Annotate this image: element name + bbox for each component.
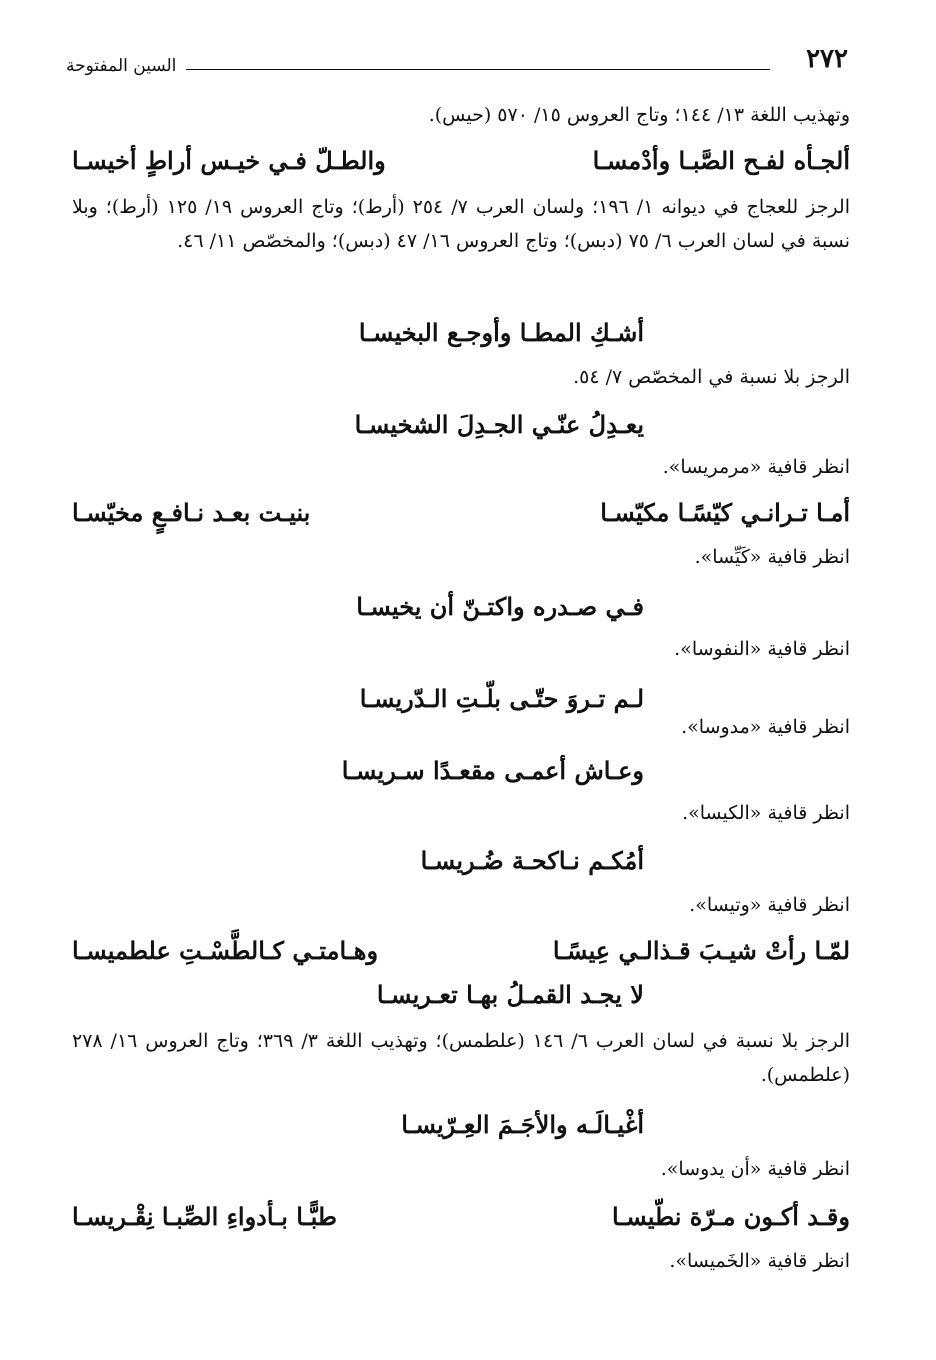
source-note: الرجز بلا نسبة في المخصّص ٧/ ٥٤. bbox=[573, 366, 850, 388]
continuation-line: وتهذيب اللغة ١٣/ ١٤٤؛ وتاج العروس ١٥/ ٥٧٠ (حيس). bbox=[428, 104, 850, 126]
verse-line: فـي صـدره واكتـنّ أن يخيسـا bbox=[356, 592, 644, 621]
cross-reference: انظر قافية «مدوسا». bbox=[681, 716, 850, 738]
cross-reference: انظر قافية «الكيسا». bbox=[682, 802, 850, 824]
cross-reference: انظر قافية «كَيِّسا». bbox=[694, 546, 850, 568]
verse-hemistich-left: والطـلّ فـي خيـس أراطٍ أخيسـا bbox=[72, 146, 386, 175]
verse-line: لا يجـد القمـلُ بهـا تعـريسـا bbox=[376, 980, 644, 1009]
verse-hemistich-right: لمّـا رأتْ شيـبَ قـذالـي عِيسًـا bbox=[552, 936, 850, 965]
verse-line: أمُكـم نـاكحـة ضُـريسـا bbox=[420, 846, 644, 875]
running-title: السين المفتوحة bbox=[66, 56, 177, 76]
verse-hemistich-left: طبًّـا بـأدواءِ الصِّبـا نِقْـريسـا bbox=[72, 1202, 337, 1231]
cross-reference: انظر قافية «مرمريسا». bbox=[662, 456, 850, 478]
verse-hemistich-right: وقـد أكـون مـرّة نطّيسـا bbox=[612, 1202, 850, 1231]
cross-reference: انظر قافية «الخَميسا». bbox=[669, 1250, 850, 1272]
verse-hemistich-left: بنيـت بعـد نـافـعٍ مخيّسـا bbox=[72, 498, 311, 527]
verse-line: لـم تـروَ حتّـى بلّـتِ الـدّريسـا bbox=[359, 684, 644, 713]
verse-line: أغْيـالَـه والأجَـمَ العِـرّيسـا bbox=[401, 1110, 644, 1139]
source-note: الرجز بلا نسبة في لسان العرب ٦/ ١٤٦ (علطمس)؛ وتهذيب اللغة ٣/ ٣٦٩؛ وتاج العروس ١٦/ ٢٧٨ (علطمس). bbox=[72, 1030, 851, 1086]
verse-hemistich-right: ألجـأه لفـح الصَّبـا وأدْمسـا bbox=[592, 146, 850, 175]
source-note: الرجز للعجاج في ديوانه ١/ ١٩٦؛ ولسان العرب ٧/ ٢٥٤ (أرط)؛ وتاج العروس ١٩/ ١٢٥ (أرط)؛ وبلا نسبة في لسان العرب ٦/ ٧٥ (دبس)؛ وتاج العروس ١٦/ ٤٧ (دبس)؛ والمخصّص ١١/ ٤٦. bbox=[72, 196, 850, 252]
page-number: ٢٧٢ bbox=[806, 44, 848, 74]
cross-reference: انظر قافية «النفوسا». bbox=[674, 638, 850, 660]
cross-reference: انظر قافية «أن يدوسا». bbox=[660, 1158, 850, 1180]
cross-reference: انظر قافية «وتيسا». bbox=[689, 894, 850, 916]
header-rule bbox=[186, 69, 770, 70]
verse-hemistich-right: أمـا تـرانـي كيّسًـا مكيّسـا bbox=[600, 498, 850, 527]
verse-hemistich-left: وهـامتـي كـالطَّسْـتِ علطميسـا bbox=[72, 936, 379, 965]
verse-line: يعـدِلُ عنّـي الجـدِلَ الشخيسـا bbox=[354, 410, 644, 439]
verse-line: أشـكِ المطـا وأوجـع البخيسـا bbox=[358, 318, 644, 347]
verse-line: وعـاش أعمـى مقعـدًا سـريسـا bbox=[341, 756, 644, 785]
page-header bbox=[66, 44, 848, 84]
